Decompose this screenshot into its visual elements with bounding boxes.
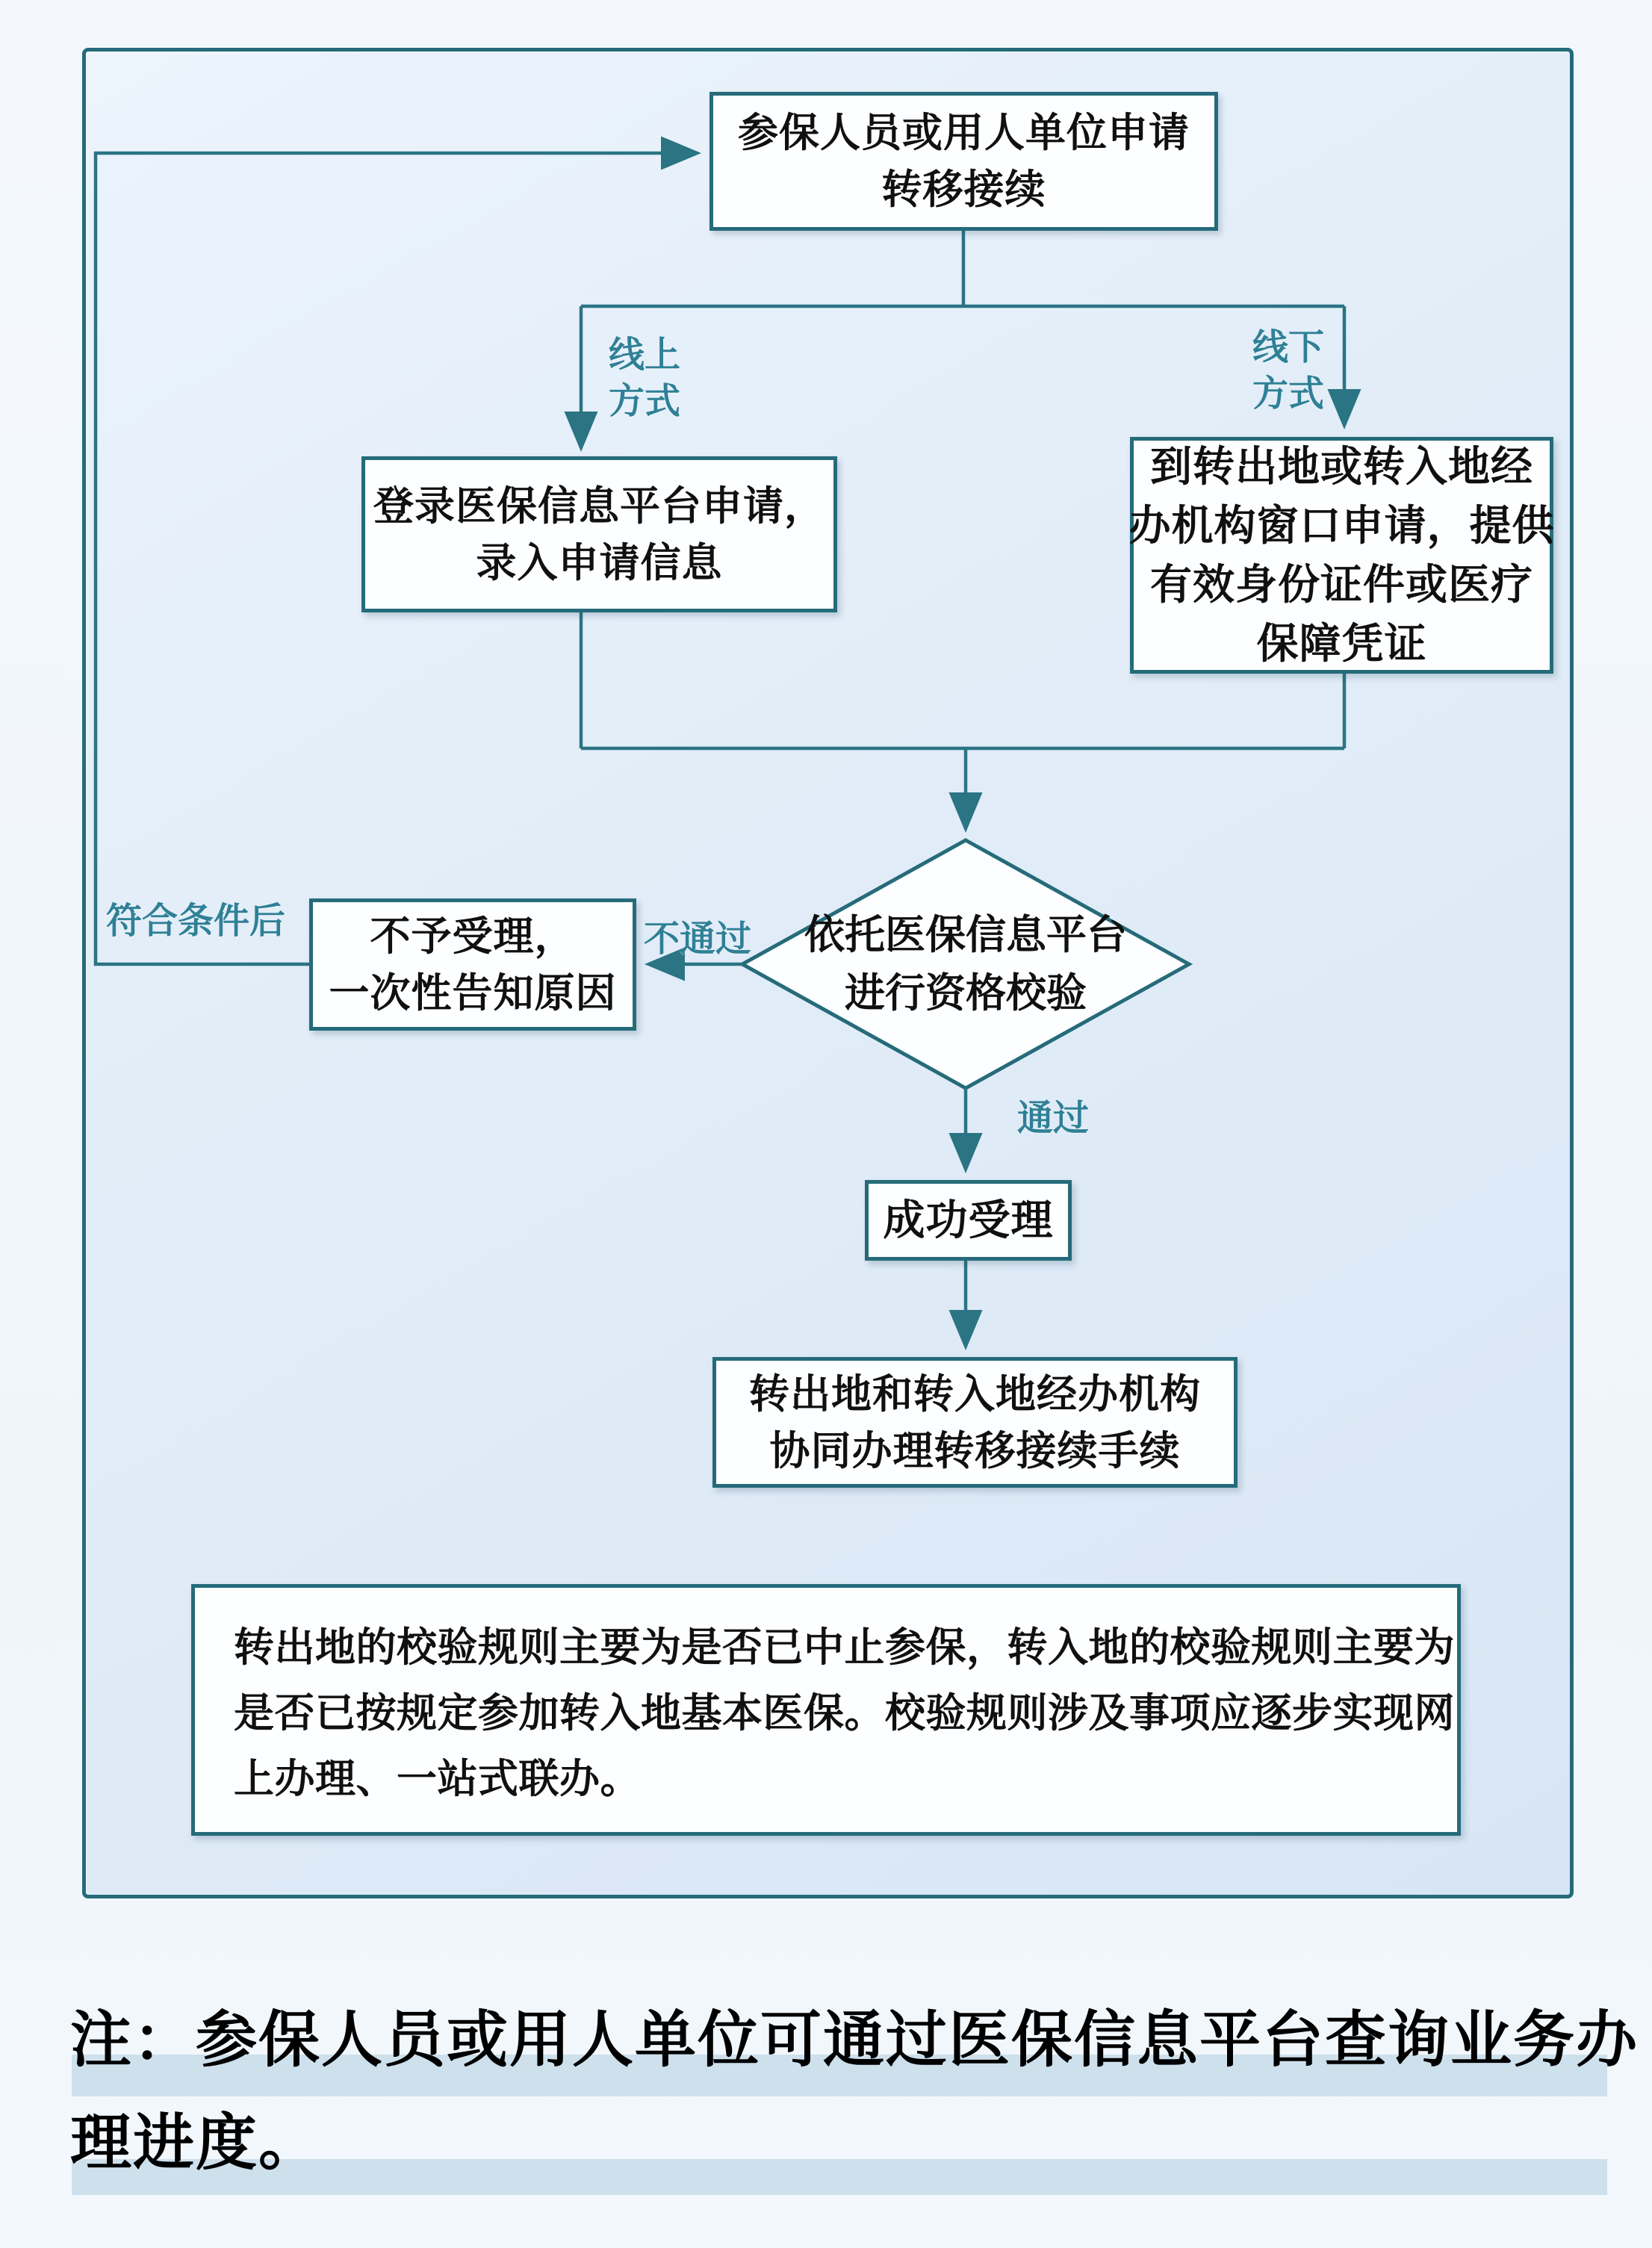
node-handle-line2: 协同办理转移接续手续: [769, 1426, 1181, 1474]
note-line2: 是否已按规定参加转入地基本医保。校验规则涉及事项应逐步实现网: [234, 1689, 1455, 1736]
node-apply: [709, 92, 1218, 231]
label-online-method: [596, 332, 693, 424]
node-apply-line1: 参保人员或用人单位申请: [738, 109, 1190, 156]
node-offline-line2: 办机构窗口申请，提供: [1128, 501, 1555, 550]
node-accept: [865, 1180, 1072, 1261]
label-online-line1: 线上: [608, 334, 680, 376]
node-offline-line1: 到转出地或转入地经: [1150, 442, 1533, 491]
node-reject-line1: 不予受理，: [370, 912, 576, 960]
node-reject-line2: 一次性告知原因: [329, 969, 617, 1016]
node-reject: [309, 898, 636, 1031]
node-handle-line1: 转出地和转入地经办机构: [749, 1370, 1201, 1418]
label-qualified: 符合条件后: [106, 900, 286, 942]
note-line1: 转出地的校验规则主要为是否已中止参保，转入地的校验规则主要为: [234, 1624, 1455, 1671]
node-check-line2: 进行资格校验: [845, 969, 1087, 1016]
node-offline-line3: 有效身份证件或医疗: [1150, 560, 1533, 609]
label-offline-method: [1240, 324, 1337, 417]
node-check-line1: 依托医保信息平台: [804, 911, 1127, 958]
node-handle: [712, 1357, 1238, 1488]
note-box: [191, 1584, 1461, 1836]
note-line3: 上办理、一站式联办。: [234, 1755, 641, 1802]
node-online-line1: 登录医保信息平台申请，: [373, 482, 825, 530]
node-check-label: [762, 885, 1170, 1043]
label-offline-line1: 线下: [1252, 326, 1324, 368]
caption-line-1: 注：参保人员或用人单位可通过医保信息平台查询业务办: [70, 2005, 1639, 2075]
node-offline: [1130, 437, 1553, 674]
caption-line-2: 理进度。: [70, 2108, 322, 2179]
label-offline-line2: 方式: [1252, 373, 1324, 414]
node-offline-line4: 保障凭证: [1256, 619, 1427, 668]
node-online: [361, 456, 837, 612]
label-pass: 通过: [1017, 1097, 1090, 1139]
node-accept-label: 成功受理: [883, 1196, 1054, 1245]
label-fail: 不通过: [644, 918, 752, 960]
node-online-line2: 录入申请信息: [476, 538, 723, 586]
node-apply-line2: 转移接续: [881, 166, 1046, 213]
label-online-line2: 方式: [608, 380, 680, 422]
